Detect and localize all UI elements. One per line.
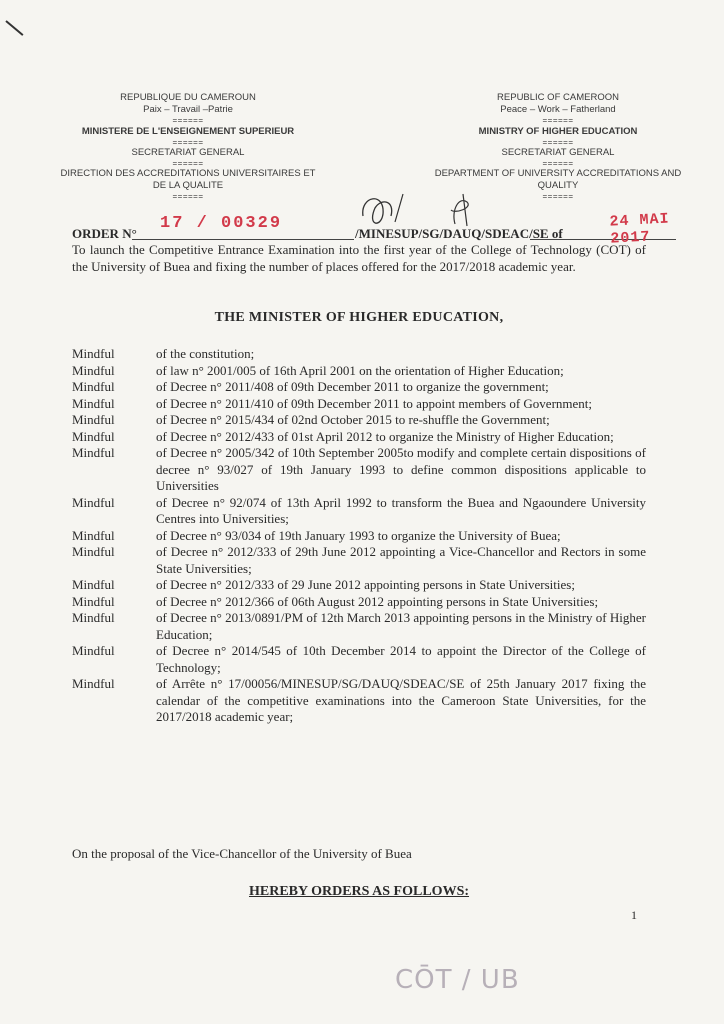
republic-en: REPUBLIC OF CAMEROON	[497, 92, 619, 103]
mindful-label: Mindful	[72, 379, 115, 394]
mindful-label: Mindful	[72, 544, 115, 559]
separator: ======	[172, 138, 204, 147]
motto-fr: Paix – Travail –Patrie	[143, 104, 233, 115]
motto-en: Peace – Work – Fatherland	[500, 104, 616, 115]
mindful-label: Mindful	[72, 610, 115, 625]
mindful-item	[72, 594, 646, 611]
mindful-label: Mindful	[72, 527, 115, 543]
handwritten-note: CŌT / UB	[395, 965, 520, 995]
order-label: ORDER N°	[72, 226, 137, 241]
department-fr: DIRECTION DES ACCREDITATIONS UNIVERSITAIRES ET DE LA QUALITE	[60, 168, 316, 191]
mindful-item	[72, 495, 646, 528]
order-date-stamp: 24 MAI 2017	[609, 210, 670, 248]
page-number: 1	[631, 908, 637, 922]
mindful-item	[72, 676, 646, 726]
order-number-stamp: 17 / 00329	[160, 214, 283, 233]
mindful-label: Mindful	[72, 412, 115, 427]
ministry-fr: MINISTERE DE L'ENSEIGNEMENT SUPERIEUR	[81, 126, 295, 137]
mindful-item	[72, 412, 646, 429]
mindful-label: Mindful	[72, 643, 115, 658]
mindful-text: of Decree n° 2011/410 of 09th December 2011 to appoint members of Government;	[156, 395, 593, 411]
mindful-label: Mindful	[72, 494, 115, 510]
header-left	[58, 92, 318, 201]
mindful-label: Mindful	[72, 593, 115, 609]
mindful-text: of Decree n° 2012/333 of 29th June 2012 appointing a Vice-Chancellor and Rectors in some State Universities;	[156, 544, 646, 576]
mindful-text: of Decree n° 2013/0891/PM of 12th March 2013 appointing persons in the Ministry of Higher Education;	[156, 610, 646, 642]
mindful-item	[72, 528, 646, 545]
order-line	[72, 210, 672, 248]
order-subject: To launch the Competitive Entrance Examination into the first year of the College of Technology (COT) of the University of Buea and fixing the number of places offered for the 2017/2018 academic year.	[72, 242, 646, 274]
mindful-item	[72, 445, 646, 495]
separator: ======	[172, 116, 204, 125]
mindful-item	[72, 577, 646, 594]
mindful-text: of Arrête n° 17/00056/MINESUP/SG/DAUQ/SDEAC/SE of 25th January 2017 fixing the calendar of the competitive examinations into the Cameroon State Universities, for the 2017/2018 academic year;	[156, 676, 646, 724]
pen-mark	[5, 20, 23, 36]
header-right	[428, 92, 688, 201]
mindful-label: Mindful	[72, 445, 115, 460]
mindful-text: of Decree n° 92/074 of 13th April 1992 to transform the Buea and Ngaoundere University Centres into Universities;	[156, 494, 646, 526]
mindful-text: of Decree n° 2005/342 of 10th September 2005to modify and complete certain dispositions of decree n° 93/027 of 19th January 1993 to define common dispositions applicable to Universities	[156, 445, 646, 493]
separator: ======	[542, 159, 574, 168]
mindful-item	[72, 346, 646, 363]
mindful-text: of Decree n° 93/034 of 19th January 1993 to organize the University of Buea;	[156, 527, 561, 543]
order-reference: /MINESUP/SG/DAUQ/SDEAC/SE of	[355, 226, 563, 241]
mindful-label: Mindful	[72, 362, 115, 378]
mindful-list	[72, 346, 646, 726]
mindful-text: of Decree n° 2012/366 of 06th August 2012 appointing persons in State Universities;	[156, 593, 599, 609]
ministry-en: MINISTRY OF HIGHER EDUCATION	[478, 126, 638, 137]
secretariat-fr: SECRETARIAT GENERAL	[131, 147, 245, 158]
minister-title: THE MINISTER OF HIGHER EDUCATION,	[214, 310, 504, 325]
secretariat-en: SECRETARIAT GENERAL	[501, 147, 615, 158]
mindful-label: Mindful	[72, 676, 115, 691]
separator: ======	[542, 116, 574, 125]
mindful-item	[72, 610, 646, 643]
mindful-label: Mindful	[72, 395, 115, 411]
mindful-text: of Decree n° 2012/333 of 29 June 2012 appointing persons in State Universities;	[156, 577, 575, 592]
mindful-text: of the constitution;	[156, 346, 255, 361]
mindful-label: Mindful	[72, 577, 115, 592]
mindful-item	[72, 379, 646, 396]
order-number-underline	[132, 239, 354, 240]
republic-fr: REPUBLIQUE DU CAMEROUN	[120, 92, 256, 103]
mindful-text: of Decree n° 2015/434 of 02nd October 2015 to re-shuffle the Government;	[156, 412, 550, 427]
mindful-item	[72, 363, 646, 380]
separator: ======	[542, 138, 574, 147]
mindful-text: of law n° 2001/005 of 16th April 2001 on the orientation of Higher Education;	[156, 362, 564, 378]
mindful-item	[72, 544, 646, 577]
separator: ======	[172, 192, 204, 201]
mindful-text: of Decree n° 2014/545 of 10th December 2014 to appoint the Director of the College of Technology;	[156, 643, 646, 675]
mindful-item	[72, 429, 646, 446]
mindful-label: Mindful	[72, 346, 115, 361]
mindful-text: of Decree n° 2012/433 of 01st April 2012 to organize the Ministry of Higher Education;	[156, 428, 614, 444]
orders-heading: HEREBY ORDERS AS FOLLOWS:	[248, 884, 470, 899]
separator: ======	[542, 192, 574, 201]
mindful-text: of Decree n° 2011/408 of 09th December 2011 to organize the government;	[156, 379, 549, 394]
mindful-item	[72, 643, 646, 676]
separator: ======	[172, 159, 204, 168]
proposal-line: On the proposal of the Vice-Chancellor of the University of Buea	[72, 846, 412, 861]
mindful-label: Mindful	[72, 428, 115, 444]
department-en: DEPARTMENT OF UNIVERSITY ACCREDITATIONS AND QUALITY	[434, 168, 682, 191]
mindful-item	[72, 396, 646, 413]
